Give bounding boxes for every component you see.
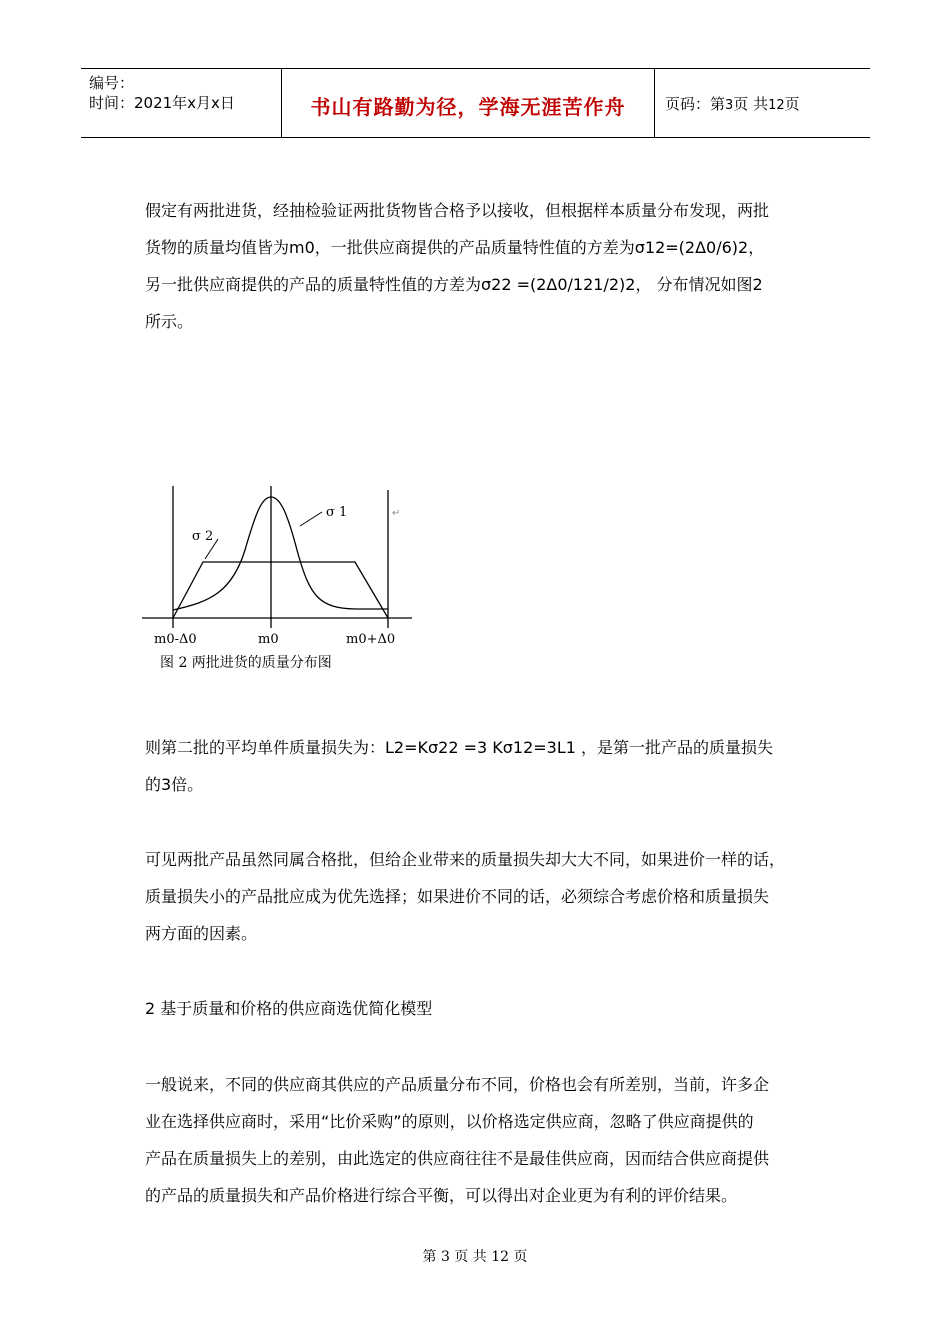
page-footer: 第 3 页 共 12 页 [422,1249,528,1265]
text-line: 业在选择供应商时，采用“比价采购”的原则，以价格选定供应商，忽略了供应商提供的 [145,1112,754,1131]
header-page-cell [655,69,870,137]
header-motto-cell [282,69,655,137]
svg-text:↵: ↵ [392,508,401,519]
text-line: 货物的质量均值皆为m0，一批供应商提供的产品质量特性值的方差为σ12=(2Δ0/6)2， [145,238,765,257]
document-time-label: 时间：2021年x月x日 [89,94,235,112]
page-header [81,68,870,138]
text-line: 质量损失小的产品批应成为优先选择；如果进价不同的话，必须综合考虑价格和质量损失 [145,887,770,906]
paragraph-intro [145,192,825,340]
text-line: 一般说来，不同的供应商其供应的产品质量分布不同，价格也会有所差别，当前，许多企 [145,1075,770,1094]
document-number-label: 编号： [89,74,135,92]
figure-quality-distribution [140,480,430,680]
header-page-number: 页码：第3页 共12页 [665,95,800,113]
header-motto: 书山有路勤为径，学海无涯苦作舟 [310,95,626,119]
text-line: 所示。 [145,312,194,331]
tick-label-left: m0-Δ0 [154,632,197,647]
paragraph-comparison [145,841,825,952]
text-line: 另一批供应商提供的产品的质量特性值的方差为σ22 =(2Δ0/121/2)2， 分布情况如图2 [145,275,763,294]
sigma1-label: σ 1 [326,505,348,520]
text-line: 假定有两批进货，经抽检验证两批货物皆合格予以接收，但根据样本质量分布发现，两批 [145,201,770,220]
distribution-diagram [140,480,430,650]
tick-label-right: m0+Δ0 [346,632,396,647]
text-line: 的3倍。 [145,775,204,794]
paragraph-loss [145,729,825,803]
figure-caption: 图 2 两批进货的质量分布图 [160,655,332,671]
sigma1-curve [173,497,388,610]
header-info-cell [81,69,282,137]
text-line: 产品在质量损失上的差别，由此选定的供应商往往不是最佳供应商，因而结合供应商提供 [145,1149,770,1168]
sigma2-label: σ 2 [192,529,214,544]
text-line: 两方面的因素。 [145,924,258,943]
text-line: 的产品的质量损失和产品价格进行综合平衡，可以得出对企业更为有利的评价结果。 [145,1186,738,1205]
tick-label-center: m0 [258,632,279,647]
paragraph-model [145,1066,825,1214]
text-line: 则第二批的平均单件质量损失为：L2=Kσ22 =3 Kσ12=3L1 ，是第一批产品的质量损失 [145,738,774,757]
section-heading: 2 基于质量和价格的供应商选优简化模型 [145,999,433,1018]
text-line: 可见两批产品虽然同属合格批，但给企业带来的质量损失却大大不同，如果进价一样的话， [145,850,786,869]
sigma1-leader [300,512,322,526]
